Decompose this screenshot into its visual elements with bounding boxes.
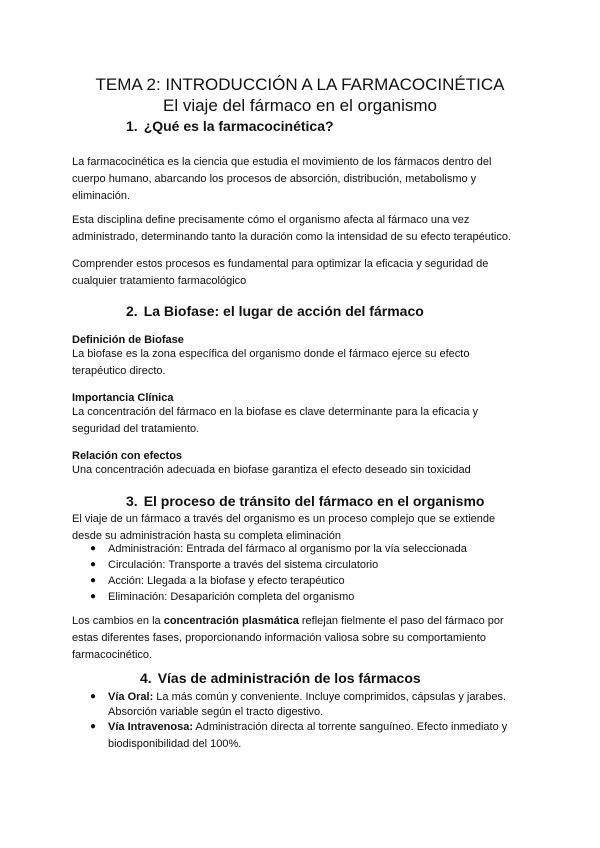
oral-route-text-cont: Absorción variable según el tracto digestivo. [108, 706, 324, 718]
text-line: Una concentración adecuada en biofase garantiza el efecto deseado sin toxicidad [72, 464, 471, 476]
section-1-heading [126, 118, 334, 135]
plasma-concentration-term: concentración plasmática [163, 615, 299, 627]
text-line: desde su administración hasta su completa eliminación [72, 530, 342, 542]
section-1-number: 1. [126, 118, 138, 134]
text-line: cualquier tratamiento farmacológico [72, 275, 247, 287]
bullet-icon: ● [90, 543, 97, 554]
section-2-number: 2. [126, 303, 138, 319]
text-line: terapéutico directo. [72, 365, 166, 377]
iv-route-item [108, 719, 507, 735]
text-line: farmacocinético. [72, 649, 153, 661]
text-line: estas diferentes fases, proporcionando información valiosa sobre su comportamiento [72, 632, 486, 644]
document-title: TEMA 2: INTRODUCCIÓN A LA FARMACOCINÉTICA [95, 75, 505, 94]
effects-relation-title: Relación con efectos [72, 450, 183, 462]
bullet-icon: ● [90, 721, 97, 732]
text-line: El viaje de un fármaco a través del organismo es un proceso complejo que se extiende [72, 513, 496, 525]
section-2-title: La Biofase: el lugar de acción del fármaco [143, 303, 424, 319]
bullet-icon: ● [90, 559, 97, 570]
section-1-title: ¿Qué es la farmacocinética? [143, 118, 334, 134]
bullet-icon: ● [90, 691, 97, 702]
section-1-paragraph-3 [72, 256, 532, 290]
section-1-paragraph-2 [72, 212, 532, 246]
text-line: La farmacocinética es la ciencia que estudia el movimiento de los fármacos dentro del [72, 156, 492, 168]
list-item: Eliminación: Desaparición completa del organismo [108, 591, 355, 603]
list-item: Acción: Llegada a la biofase y efecto terapéutico [108, 575, 345, 587]
section-3-heading [126, 493, 484, 510]
clinical-importance-text [72, 404, 532, 438]
oral-route-text: La más común y conveniente. Incluye comprimidos, cápsulas y jarabes. [153, 691, 507, 703]
clinical-importance-title: Importancia Clínica [72, 392, 174, 404]
section-4-title: Vías de administración de los fármacos [157, 670, 421, 686]
biofase-definition-text [72, 346, 532, 380]
section-4-number: 4. [140, 670, 152, 686]
section-4-heading [140, 670, 421, 687]
section-3-title: El proceso de tránsito del fármaco en el organismo [143, 493, 485, 509]
bullet-icon: ● [90, 575, 97, 586]
section-3-number: 3. [126, 493, 138, 509]
text-line: La concentración del fármaco en la biofase es clave determinante para la eficacia y [72, 406, 479, 418]
text-line: Esta disciplina define precisamente cómo el organismo afecta al fármaco una vez [72, 214, 470, 226]
text-line: La biofase es la zona específica del organismo donde el fármaco ejerce su efecto [72, 348, 470, 360]
text-run: Los cambios en la [72, 615, 164, 627]
section-3-intro [72, 511, 532, 545]
oral-route-label: Vía Oral: [108, 691, 154, 703]
biofase-definition-title: Definición de Biofase [72, 334, 184, 346]
text-line: seguridad del tratamiento. [72, 423, 200, 435]
list-item: Administración: Entrada del fármaco al organismo por la vía seleccionada [108, 543, 467, 555]
text-line: Comprender estos procesos es fundamental para optimizar la eficacia y seguridad de [72, 258, 489, 270]
effects-relation-text [72, 462, 532, 479]
oral-route-item [108, 689, 506, 705]
text-line: administrado, determinando tanto la duración como la intensidad de su efecto terapéutico. [72, 231, 512, 243]
text-line: eliminación. [72, 190, 131, 202]
section-1-paragraph-1 [72, 154, 532, 205]
text-run: reflejan fielmente el paso del fármaco por [298, 615, 504, 627]
section-2-heading [126, 303, 424, 320]
section-3-outro [72, 613, 532, 664]
document-subtitle: El viaje del fármaco en el organismo [162, 96, 438, 115]
text-line: cuerpo humano, abarcando los procesos de absorción, distribución, metabolismo y [72, 173, 477, 185]
list-item: Circulación: Transporte a través del sistema circulatorio [108, 559, 379, 571]
bullet-icon: ● [90, 591, 97, 602]
iv-route-label: Vía Intravenosa: [108, 721, 193, 733]
iv-route-text-cont: biodisponibilidad del 100%. [108, 738, 242, 750]
iv-route-text: Administración directa al torrente sanguíneo. Efecto inmediato y [192, 721, 508, 733]
text-line [72, 613, 532, 630]
